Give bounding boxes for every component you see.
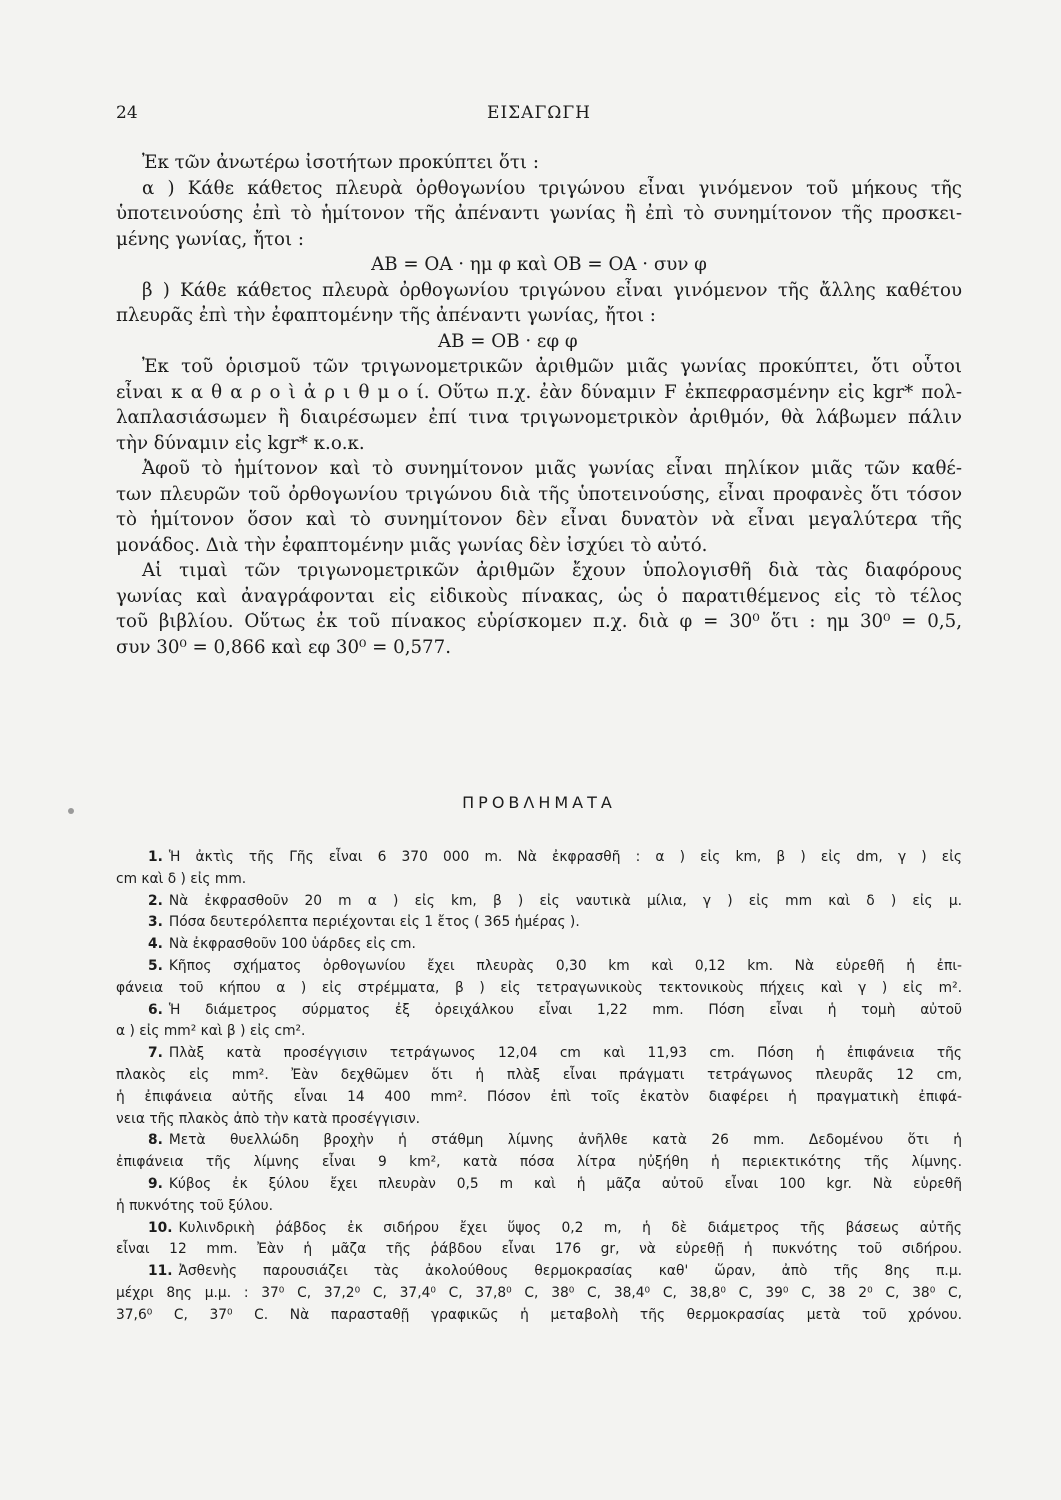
text-line: τὴν δύναμιν εἰς kgr* κ.ο.κ. xyxy=(116,432,365,454)
problem-line: 5. Κῆπος σχήματος ὀρθογωνίου ἔχει πλευρὰς 0,30 km καὶ 0,12 km. Νὰ εὑρεθῆ ἡ ἐπι- xyxy=(148,957,962,974)
problem-line: 10. Κυλινδρικὴ ῥάβδος ἐκ σιδήρου ἔχει ὕψος 0,2 m, ἡ δὲ διάμετρος τῆς βάσεως αὐτῆς xyxy=(148,1219,962,1236)
problem-line: 4. Νὰ ἐκφρασθοῦν 100 ὑάρδες εἰς cm. xyxy=(148,936,416,953)
problem-number: 7. xyxy=(148,1045,163,1062)
problem-line: 37,6⁰ C, 37⁰ C. Νὰ παρασταθῇ γραφικῶς ἡ μεταβολὴ τῆς θερμοκρασίας μετὰ τοῦ χρόνου. xyxy=(116,1306,962,1323)
text-line: πλευρᾶς ἐπὶ τὴν ἐφαπτομένην τῆς ἀπέναντι γωνίας, ἤτοι : xyxy=(116,305,656,326)
text-line: συν 30⁰ = 0,866 καὶ εφ 30⁰ = 0,577. xyxy=(116,636,451,658)
problem-line: 1. Ἡ ἀκτὶς τῆς Γῆς εἶναι 6 370 000 m. Νὰ ἐκφρασθῆ : α ) εἰς km, β ) εἰς dm, γ ) εἰς xyxy=(148,849,962,865)
text-line: των πλευρῶν τοῦ ὀρθογωνίου τριγώνου διὰ τῆς ὑποτεινούσης, εἶναι προφανὲς ὅτι τόσον xyxy=(116,483,962,505)
problem-line: cm καὶ δ ) εἰς mm. xyxy=(116,870,247,887)
text-line: μένης γωνίας, ἤτοι : xyxy=(116,228,305,250)
formula-line: ΑΒ = ΟΑ · ημ φ καὶ ΟΒ = ΟΑ · συν φ xyxy=(371,254,707,275)
text-line: γωνίας καὶ ἀναγράφονται εἰς εἰδικοὺς πίνακας, ὡς ὁ παρατιθέμενος εἰς τὸ τέλος xyxy=(116,585,962,607)
problem-line: εἶναι 12 mm. Ἐὰν ἡ μᾶζα τῆς ῥάβδου εἶναι 176 gr, νὰ εὑρεθῇ ἡ πυκνότης τοῦ σιδήρου. xyxy=(116,1241,962,1258)
text-line: α ) Κάθε κάθετος πλευρὰ ὀρθογωνίου τριγώνου εἶναι γινόμενον τοῦ μήκους τῆς xyxy=(142,177,962,199)
problem-line: νεια τῆς πλακὸς ἀπὸ τὴν κατὰ προσέγγισιν. xyxy=(116,1110,421,1127)
problem-line: μέχρι 8ης μ.μ. : 37⁰ C, 37,2⁰ C, 37,4⁰ C, 37,8⁰ C, 38⁰ C, 38,4⁰ C, 38,8⁰ C, 39⁰ C, 38 2⁰ C, 38⁰ C, xyxy=(116,1284,962,1301)
problem-line: 3. Πόσα δευτερόλεπτα περιέχονται εἰς 1 ἔτος ( 365 ἡμέρας ). xyxy=(148,914,580,931)
problem-line: πλακὸς εἰς mm². Ἐὰν δεχθῶμεν ὅτι ἡ πλὰξ εἶναι πράγματι τετράγωνος πλευρᾶς 12 cm, xyxy=(116,1066,962,1083)
problem-line: 7. Πλὰξ κατὰ προσέγγισιν τετράγωνος 12,04 cm καὶ 11,93 cm. Πόση ἡ ἐπιφάνεια τῆς xyxy=(148,1045,962,1062)
margin-dot xyxy=(68,808,74,814)
text-line: λαπλασιάσωμεν ἢ διαιρέσωμεν ἐπί τινα τριγωνομετρικὸν ἀριθμόν, θὰ λάβωμεν πάλιν xyxy=(116,407,962,428)
text-line: μονάδος. Διὰ τὴν ἐφαπτομένην μιᾶς γωνίας δὲν ἰσχύει τὸ αὐτό. xyxy=(116,534,708,556)
problem-number: 6. xyxy=(148,1001,163,1018)
text-line: τοῦ βιβλίου. Οὕτως ἐκ τοῦ πίνακος εὑρίσκομεν π.χ. διὰ φ = 30⁰ ὅτι : ημ 30⁰ = 0,5, xyxy=(116,611,962,632)
problem-number: 3. xyxy=(148,914,163,931)
page-number: 24 xyxy=(116,103,138,123)
problem-number: 5. xyxy=(148,957,163,974)
problem-line: α ) εἰς mm² καὶ β ) εἰς cm². xyxy=(116,1023,306,1040)
page-header xyxy=(116,103,962,131)
running-title: ΕΙΣΑΓΩΓΗ xyxy=(487,103,591,123)
problem-line: 6. Ἡ διάμετρος σύρματος ἐξ ὀρειχάλκου εἶναι 1,22 mm. Πόση εἶναι ἡ τομὴ αὐτοῦ xyxy=(148,1001,962,1018)
text-line: Αἱ τιμαὶ τῶν τριγωνομετρικῶν ἀριθμῶν ἔχουν ὑπολογισθῆ διὰ τὰς διαφόρους xyxy=(142,560,962,581)
problem-number: 9. xyxy=(148,1175,163,1192)
problem-number: 4. xyxy=(148,936,163,953)
body-text xyxy=(116,150,962,660)
problem-line: 2. Νὰ ἐκφρασθοῦν 20 m α ) εἰς km, β ) εἰς ναυτικὰ μίλια, γ ) εἰς mm καὶ δ ) εἰς μ. xyxy=(148,892,962,909)
text-line: Ἀφοῦ τὸ ἡμίτονον καὶ τὸ συνημίτονον μιᾶς γωνίας εἶναι πηλίκον μιᾶς τῶν καθέ- xyxy=(142,458,962,479)
problem-number: 8. xyxy=(148,1132,163,1149)
problem-line: ἐπιφάνεια τῆς λίμνης εἶναι 9 km², κατὰ πόσα λίτρα ηὐξήθη ἡ περιεκτικότης τῆς λίμνης. xyxy=(116,1154,962,1171)
problem-number: 1. xyxy=(148,849,163,865)
problem-number: 10. xyxy=(148,1219,173,1236)
problem-line: ἡ πυκνότης τοῦ ξύλου. xyxy=(116,1197,274,1214)
problem-line: 11. Ἀσθενὴς παρουσιάζει τὰς ἀκολούθους θερμοκρασίας καθ' ὥραν, ἀπὸ τῆς 8ης π.μ. xyxy=(148,1263,962,1280)
problems-title: ΠΡΟΒΛΗΜΑΤΑ xyxy=(462,793,616,812)
text-line: ὑποτεινούσης ἐπὶ τὸ ἡμίτονον τῆς ἀπέναντι γωνίας ἢ ἐπὶ τὸ συνημίτονον τῆς προσκει- xyxy=(116,203,962,224)
text-line: Ἐκ τοῦ ὁρισμοῦ τῶν τριγωνομετρικῶν ἀριθμῶν μιᾶς γωνίας προκύπτει, ὅτι οὗτοι xyxy=(142,356,962,377)
problem-line: φάνεια τοῦ κήπου α ) εἰς στρέμματα, β ) εἰς τετραγωνικοὺς τεκτονικοὺς πήχεις καὶ γ ) εἰς m². xyxy=(116,979,962,996)
problems-list xyxy=(116,847,962,1327)
problem-number: 2. xyxy=(148,892,163,909)
formula-line: ΑΒ = ΟΒ · εφ φ xyxy=(438,330,578,352)
text-line: Ἐκ τῶν ἀνωτέρω ἰσοτήτων προκύπτει ὅτι : xyxy=(142,152,539,173)
text-line: εἶναι κ α θ α ρ ο ὶ ἀ ρ ι θ μ ο ί. Οὕτω π.χ. ἐὰν δύναμιν F ἐκπεφρασμένην εἰς kgr* πολ- xyxy=(116,381,962,403)
problem-number: 11. xyxy=(148,1263,173,1280)
text-line: β ) Κάθε κάθετος πλευρὰ ὀρθογωνίου τριγώνου εἶναι γινόμενον τῆς ἄλλης καθέτου xyxy=(142,279,962,301)
text-line: τὸ ἡμίτονον ὅσον καὶ τὸ συνημίτονον δὲν εἶναι δυνατὸν νὰ εἶναι μεγαλύτερα τῆς xyxy=(116,509,962,530)
problem-line: 9. Κύβος ἐκ ξύλου ἔχει πλευρὰν 0,5 m καὶ ἡ μᾶζα αὐτοῦ εἶναι 100 kgr. Νὰ εὑρεθῆ xyxy=(148,1175,962,1192)
problem-line: ἡ ἐπιφάνεια αὐτῆς εἶναι 14 400 mm². Πόσον ἐπὶ τοῖς ἑκατὸν διαφέρει ἡ πραγματικὴ ἐπιφά- xyxy=(116,1088,962,1105)
problem-line: 8. Μετὰ θυελλώδη βροχὴν ἡ στάθμη λίμνης ἀνῆλθε κατὰ 26 mm. Δεδομένου ὅτι ἡ xyxy=(148,1132,962,1149)
